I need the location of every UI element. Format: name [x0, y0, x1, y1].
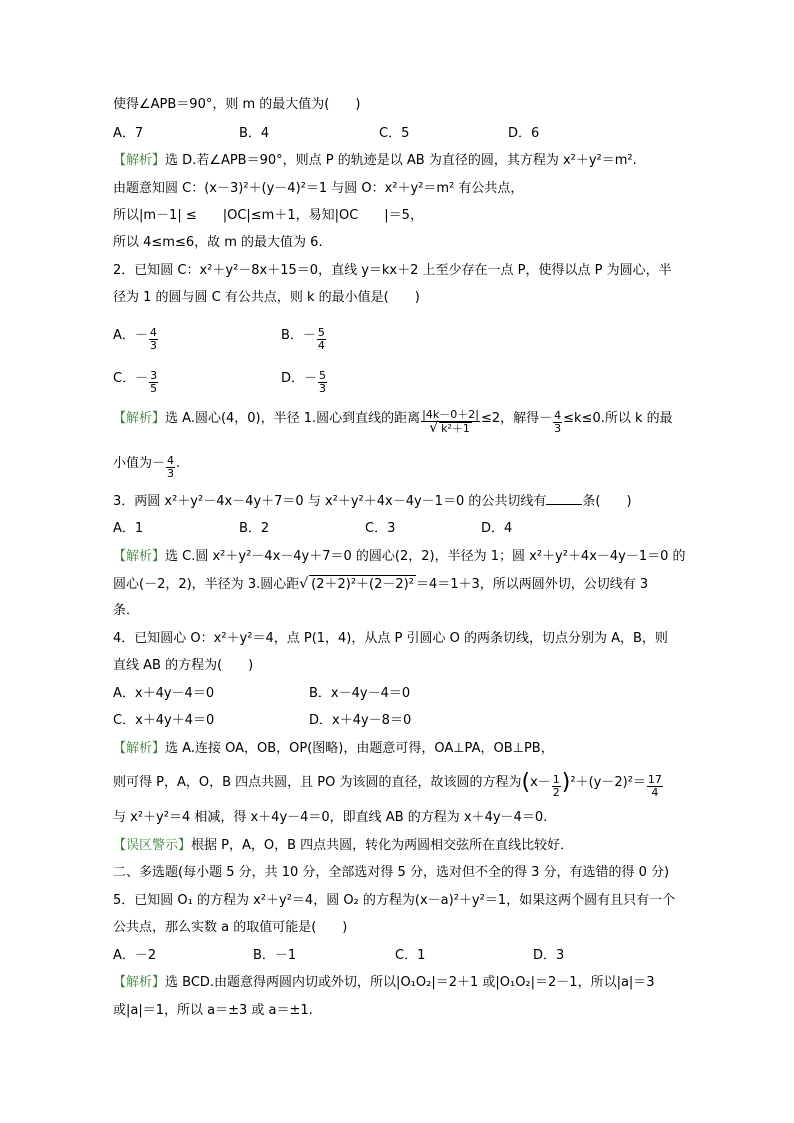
- q1-option-a: A．7: [113, 126, 144, 141]
- q2-option-b: B．－ $\frac{5}{4}$: [281, 326, 325, 352]
- q5-stem-line-1: 5．已知圆 O₁ 的方程为 x²＋y²＝4，圆 O₂ 的方程为(x－a)²＋y²＝1，如果这两个圆有且只有一个: [113, 893, 676, 908]
- q1-option-b: B．4: [239, 126, 270, 141]
- q2-solution-line-1: 【解析】选 A.圆心(4，0)，半径 1.圆心到直线的距离 $\frac{|4k-0+2|}{\text{√ k²＋1}}$ ≤2，解得－ $\frac{4}{3}$ ≤k≤0.所以 k 的最: [113, 408, 673, 436]
- q4-solution-line-1: 【解析】选 A.连接 OA，OB，OP(图略)，由题意可得，OA⊥PA，OB⊥PB，: [113, 741, 554, 756]
- solution-label: 【解析】: [113, 975, 166, 990]
- q4-option-b: B．x－4y－4＝0: [309, 686, 411, 701]
- distance-fraction: $\frac{|4k-0+2|}{\text{√ k²＋1}}$: [422, 408, 479, 436]
- q5-solution-line-2: 或|a|＝1，所以 a＝±3 或 a＝±1.: [113, 1003, 313, 1018]
- q5-stem-line-2: 公共点，那么实数 a 的取值可能是( ): [113, 920, 348, 935]
- solution-label: 【解析】: [113, 741, 166, 756]
- q4-option-c: C．x＋4y＋4＝0: [113, 713, 215, 728]
- q2-options-row-2: [113, 361, 683, 395]
- q3-option-b: B．2: [239, 521, 270, 536]
- q5-option-c: C．1: [395, 948, 426, 963]
- q2-solution-line-2: 小值为－ $\frac{4}{3}$ .: [113, 454, 181, 480]
- solution-label: 【解析】: [113, 153, 166, 168]
- q2-options-row-1: [113, 318, 683, 352]
- q1-solution-line-4: 所以 4≤m≤6，故 m 的最大值为 6.: [113, 235, 323, 250]
- q4-stem-line-1: 4．已知圆心 O：x²＋y²＝4，点 P(1，4)，从点 P 引圆心 O 的两条切线，切点分别为 A，B，则: [113, 631, 668, 646]
- solution-label: 【解析】: [113, 411, 166, 426]
- q4-solution-line-2: 则可得 P，A，O，B 四点共圆，且 PO 为该圆的直径，故该圆的方程为(x－ $\frac{1}{2}$ )²＋(y－2)²＝ $\frac{17}{4}$: [113, 770, 662, 799]
- q4-option-a: A．x＋4y－4＝0: [113, 686, 215, 701]
- q2-stem-line-2: 径为 1 的圆与圆 C 有公共点，则 k 的最小值是( ): [113, 290, 420, 305]
- q4-option-d: D．x＋4y－8＝0: [309, 713, 412, 728]
- q3-option-a: A．1: [113, 521, 144, 536]
- section-heading-multi-choice: 二、多选题(每小题 5 分，共 10 分，全部选对得 5 分，选对但不全的得 3 分，有选错的得 0 分): [113, 865, 670, 880]
- q1-solution-line-1: 【解析】选 D.若∠APB＝90°，则点 P 的轨迹是以 AB 为直径的圆，其方程为 x²＋y²＝m².: [113, 153, 637, 168]
- q3-option-d: D．4: [481, 521, 513, 536]
- q3-solution-line-2: 圆心(－2，2)，半径为 3.圆心距√ (2＋2)²＋(2－2)² ＝4＝1＋3，所以两圆外切，公切线有 3: [113, 576, 649, 592]
- q3-stem: 3．两圆 x²＋y²－4x－4y＋7＝0 与 x²＋y²＋4x－4y－1＝0 的公共切线有 条( ): [113, 494, 632, 509]
- q4-stem-line-2: 直线 AB 的方程为( ): [113, 658, 254, 673]
- q1-stem: 使得∠APB＝90°，则 m 的最大值为( ): [113, 97, 361, 112]
- q1-option-c: C．5: [379, 126, 410, 141]
- q2-option-c: C．－ $\frac{3}{5}$: [113, 369, 158, 395]
- q5-option-a: A．－2: [113, 948, 157, 963]
- q4-warning: 【误区警示】根据 P，A，O，B 四点共圆，转化为两圆相交弦所在直线比较好．: [113, 838, 574, 853]
- warning-label: 【误区警示】: [113, 838, 192, 853]
- solution-label: 【解析】: [113, 549, 166, 564]
- q3-option-c: C．3: [365, 521, 396, 536]
- answer-blank: [546, 504, 582, 505]
- q1-solution-line-2: 由题意知圆 C：(x－3)²＋(y－4)²＝1 与圆 O：x²＋y²＝m² 有公共点，: [113, 181, 524, 196]
- q2-stem-line-1: 2．已知圆 C：x²＋y²－8x＋15＝0，直线 y＝kx＋2 上至少存在一点 P，使得以点 P 为圆心，半: [113, 263, 672, 278]
- q5-solution-line-1: 【解析】选 BCD.由题意得两圆内切或外切，所以|O₁O₂|＝2＋1 或|O₁O₂|＝2－1，所以|a|＝3: [113, 975, 655, 990]
- q4-solution-line-3: 与 x²＋y²＝4 相减，得 x＋4y－4＝0，即直线 AB 的方程为 x＋4y－4＝0.: [113, 810, 548, 825]
- q5-option-d: D．3: [533, 948, 565, 963]
- q5-option-b: B．－1: [253, 948, 297, 963]
- q2-option-a: A．－ $\frac{4}{3}$: [113, 326, 157, 352]
- center-distance-radical: (2＋2)²＋(2－2)²: [311, 577, 414, 592]
- q2-option-d: D．－ $\frac{5}{3}$: [281, 369, 327, 395]
- q3-solution-line-3: 条．: [113, 603, 140, 618]
- q1-option-d: D．6: [508, 126, 540, 141]
- q3-solution-line-1: 【解析】选 C.圆 x²＋y²－4x－4y＋7＝0 的圆心(2，2)，半径为 1；圆 x²＋y²＋4x－4y－1＝0 的: [113, 549, 686, 564]
- q1-solution-line-3: 所以|m－1| ≤ |OC|≤m＋1，易知|OC |＝5，: [113, 208, 423, 223]
